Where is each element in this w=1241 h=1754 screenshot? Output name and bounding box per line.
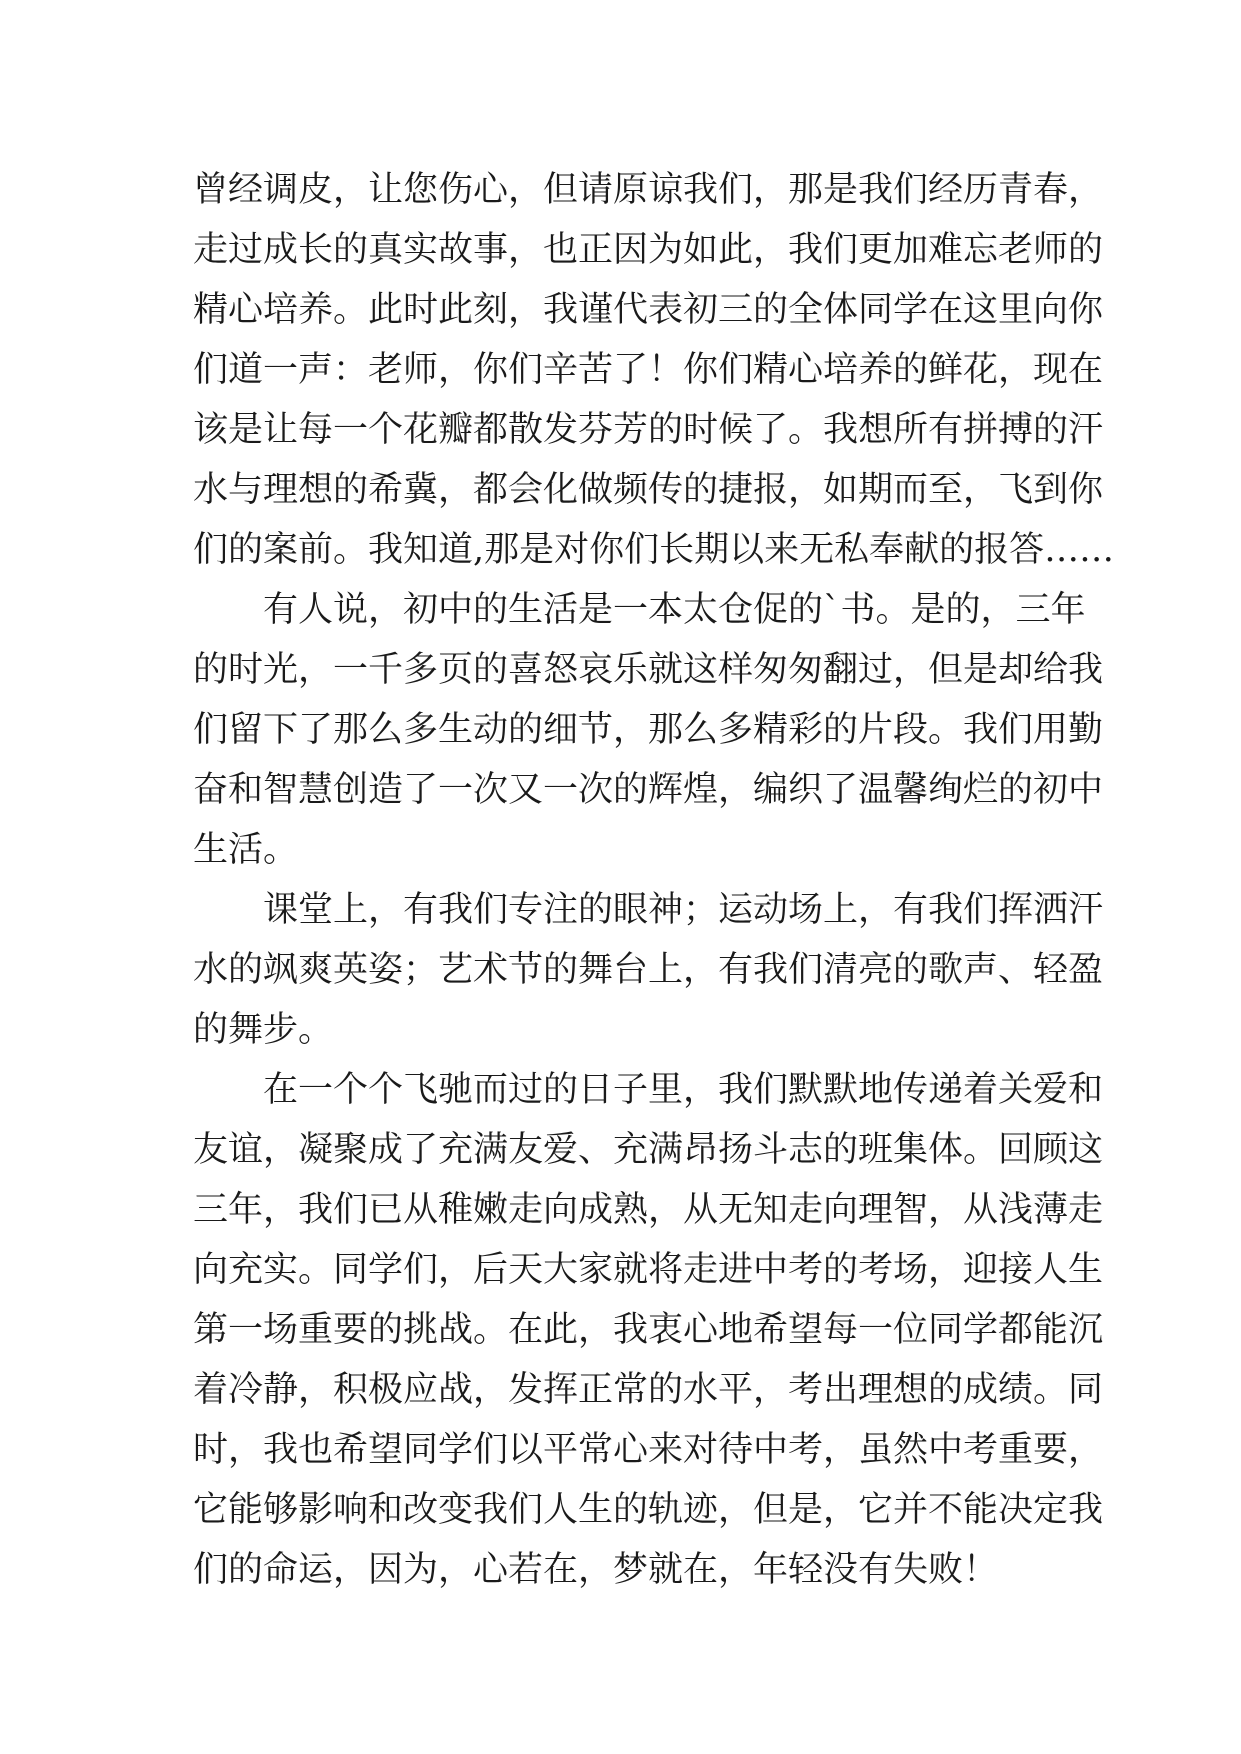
text-line: 课堂上，有我们专注的眼神；运动场上，有我们挥洒汗 [263, 890, 1104, 930]
paragraph [193, 880, 1104, 1060]
text-line: 的舞步。 [193, 1010, 334, 1050]
text-line: 精心培养。此时此刻，我谨代表初三的全体同学在这里向你 [193, 290, 1104, 330]
text-line: 在一个个飞驰而过的日子里，我们默默地传递着关爱和 [263, 1070, 1104, 1110]
text-line: 着冷静，积极应战，发挥正常的水平，考出理想的成绩。同 [193, 1370, 1104, 1410]
paragraph [193, 1060, 1104, 1600]
text-line: 水与理想的希冀，都会化做频传的捷报，如期而至，飞到你 [193, 470, 1104, 510]
text-line: 们的命运，因为，心若在，梦就在，年轻没有失败！ [193, 1550, 999, 1590]
text-line: 们的案前。我知道,那是对你们长期以来无私奉献的报答…… [193, 530, 1115, 570]
text-line: 该是让每一个花瓣都散发芬芳的时候了。我想所有拼搏的汗 [193, 410, 1104, 450]
text-line: 时，我也希望同学们以平常心来对待中考，虽然中考重要， [193, 1430, 1104, 1470]
text-line: 它能够影响和改变我们人生的轨迹，但是，它并不能决定我 [193, 1490, 1104, 1530]
text-line: 水的飒爽英姿；艺术节的舞台上，有我们清亮的歌声、轻盈 [193, 950, 1104, 990]
text-line: 奋和智慧创造了一次又一次的辉煌，编织了温馨绚烂的初中 [193, 770, 1104, 810]
text-line: 三年，我们已从稚嫩走向成熟，从无知走向理智，从浅薄走 [193, 1190, 1104, 1230]
document-body [193, 160, 1115, 1600]
paragraph [193, 580, 1104, 880]
text-line: 第一场重要的挑战。在此，我衷心地希望每一位同学都能沉 [193, 1310, 1104, 1350]
text-line: 曾经调皮，让您伤心，但请原谅我们，那是我们经历青春， [193, 170, 1104, 210]
text-line: 走过成长的真实故事，也正因为如此，我们更加难忘老师的 [193, 230, 1104, 270]
text-line: 们留下了那么多生动的细节，那么多精彩的片段。我们用勤 [193, 710, 1104, 750]
text-line: 有人说，初中的生活是一本太仓促的`书。是的，三年 [263, 590, 1086, 630]
text-line: 们道一声：老师，你们辛苦了！你们精心培养的鲜花，现在 [193, 350, 1104, 390]
text-line: 向充实。同学们，后天大家就将走进中考的考场，迎接人生 [193, 1250, 1104, 1290]
text-line: 生活。 [193, 830, 299, 870]
text-line: 友谊，凝聚成了充满友爱、充满昂扬斗志的班集体。回顾这 [193, 1130, 1104, 1170]
text-line: 的时光，一千多页的喜怒哀乐就这样匆匆翻过，但是却给我 [193, 650, 1104, 690]
paragraph [193, 160, 1115, 580]
